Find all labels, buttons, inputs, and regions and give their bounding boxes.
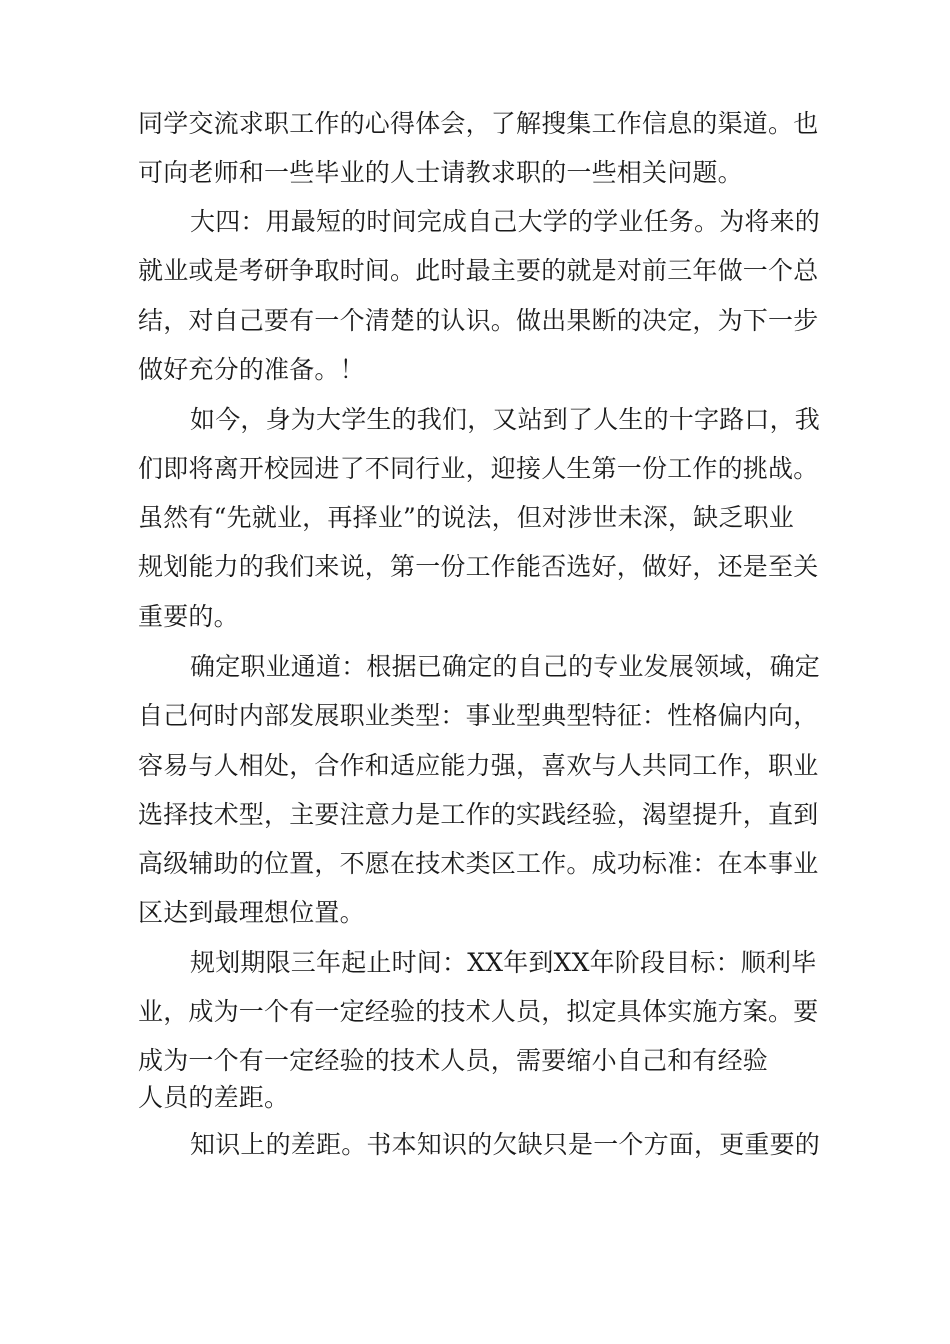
text-line: 做好充分的准备。！ bbox=[138, 355, 365, 384]
text-line: 高级辅助的位置，不愿在技术类区工作。成功标准：在本事业 bbox=[138, 849, 819, 878]
text-line: 就业或是考研争取时间。此时最主要的就是对前三年做一个总 bbox=[138, 256, 819, 285]
text-line: 虽然有“先就业，再择业”的说法，但对涉世未深，缺乏职业 bbox=[138, 503, 794, 532]
text-line: 可向老师和一些毕业的人士请教求职的一些相关问题。 bbox=[138, 158, 743, 187]
paragraph-start-line: 大四：用最短的时间完成自己大学的学业任务。为将来的 bbox=[190, 207, 821, 236]
text-line: 选择技术型，主要注意力是工作的实践经验，渴望提升，直到 bbox=[138, 800, 819, 829]
text-line: 自己何时内部发展职业类型：事业型典型特征：性格偏内向， bbox=[138, 701, 819, 730]
text-line: 同学交流求职工作的心得体会，了解搜集工作信息的渠道。也 bbox=[138, 109, 819, 138]
paragraph-start-line: 确定职业通道：根据已确定的自己的专业发展领域，确定 bbox=[190, 652, 821, 681]
paragraph-start-line: 规划期限三年起止时间：XX年到XX年阶段目标：顺利毕 bbox=[190, 948, 817, 977]
text-line: 成为一个有一定经验的技术人员，需要缩小自己和有经验 bbox=[138, 1046, 769, 1075]
text-line: 结，对自己要有一个清楚的认识。做出果断的决定，为下一步 bbox=[138, 306, 819, 335]
text-line: 容易与人相处，合作和适应能力强，喜欢与人共同工作，职业 bbox=[138, 751, 819, 780]
text-line: 们即将离开校园进了不同行业，迎接人生第一份工作的挑战。 bbox=[138, 454, 819, 483]
text-line: 业，成为一个有一定经验的技术人员，拟定具体实施方案。要 bbox=[138, 997, 819, 1026]
text-line: 人员的差距。 bbox=[138, 1083, 290, 1112]
text-line: 规划能力的我们来说，第一份工作能否选好，做好，还是至关 bbox=[138, 552, 819, 581]
paragraph-start-line: 知识上的差距。书本知识的欠缺只是一个方面，更重要的 bbox=[190, 1130, 821, 1159]
text-line: 重要的。 bbox=[138, 602, 239, 631]
paragraph-start-line: 如今，身为大学生的我们，又站到了人生的十字路口，我 bbox=[190, 405, 821, 434]
text-line: 区达到最理想位置。 bbox=[138, 898, 365, 927]
